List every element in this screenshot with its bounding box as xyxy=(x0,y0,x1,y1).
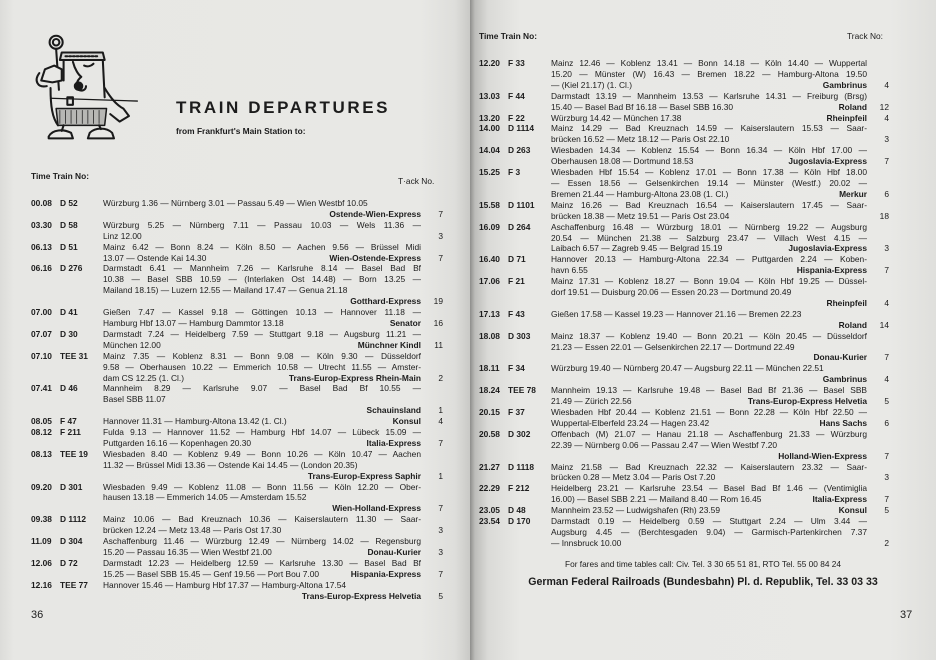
departure-time: 23.54 xyxy=(479,516,500,527)
track-number: 3 xyxy=(884,472,889,483)
departure-row xyxy=(31,383,443,416)
route-stops xyxy=(551,167,867,200)
departure-time: 18.24 xyxy=(479,385,500,396)
route-line: Darmstadt 7.24 — Heidelberg 7.59 — Stuttgart 9.18 — Augsburg 11.21 — xyxy=(103,328,421,339)
departure-time: 16.40 xyxy=(479,254,500,265)
departure-time: 07.10 xyxy=(31,350,52,361)
route-line: dam CS 12.25 (1. Cl.) xyxy=(103,372,184,383)
route-stops xyxy=(551,309,867,331)
train-number: F 37 xyxy=(508,407,525,417)
route-line: 15.20 — Münster (W) 16.43 — Bremen 18.22 — Hamburg-Altona 19.50 xyxy=(551,68,867,79)
page-number: 36 xyxy=(31,609,44,621)
route-line: Darmstadt 0.19 — Heidelberg 0.59 — Stuttgart 2.24 — Ulm 3.44 — xyxy=(551,516,867,527)
departure-row xyxy=(479,254,889,276)
column-header-time-train: Time Train No: xyxy=(31,171,90,181)
departure-time: 00.08 xyxy=(31,198,52,208)
track-number: 4 xyxy=(884,374,889,385)
train-name: Trans-Europ-Express Helvetia xyxy=(747,396,867,407)
train-name: Gambrinus xyxy=(822,374,867,385)
departure-time: 09.20 xyxy=(31,481,52,492)
route-stops xyxy=(551,385,867,407)
track-number: 7 xyxy=(884,352,889,363)
route-line: — (Kiel 21.17) (1. Cl.) xyxy=(551,79,632,90)
route-line: Hannover 11.31 — Hamburg-Altona 13.42 (1. Cl.) xyxy=(103,416,287,427)
route-stops xyxy=(103,263,421,307)
train-number: TEE 19 xyxy=(60,448,88,459)
route-line: Gießen 17.58 — Kassel 19.23 — Hannover 21.16 — Bremen 22.23 xyxy=(551,308,802,319)
train-number: D 302 xyxy=(508,428,531,439)
train-name: Konsul xyxy=(838,505,867,516)
track-number: 4 xyxy=(884,112,889,123)
departure-row xyxy=(479,505,889,516)
track-number: 7 xyxy=(884,265,889,276)
train-name: Donau-Kurier xyxy=(813,352,867,363)
train-name: Roland xyxy=(838,319,867,330)
departure-row xyxy=(479,91,889,113)
departure-row xyxy=(479,58,889,91)
route-line: Wuppertal-Elberfeld 23.24 — Hagen 23.42 xyxy=(551,417,710,428)
route-stops xyxy=(551,200,867,222)
route-line: Mannheim 8.29 — Karlsruhe 9.07 — Basel Bad Bf 10.55 — xyxy=(103,383,421,394)
route-stops xyxy=(103,242,421,264)
departure-time: 13.20 xyxy=(479,112,500,123)
route-line: Mailand 18.15) — Luzern 12.55 — Mailand 17.47 — Genua 21.18 xyxy=(103,285,348,296)
route-line: Mainz 17.31 — Koblenz 18.27 — Bonn 19.04 — Köln Hbf 19.25 — Düssel- xyxy=(551,276,867,287)
route-stops xyxy=(551,123,867,145)
departure-row xyxy=(479,407,889,429)
train-number: D 46 xyxy=(60,383,78,394)
route-line: hausen 13.18 — Emmerich 14.05 — Amsterdam 15.52 xyxy=(103,492,307,503)
departure-row xyxy=(31,198,443,220)
departure-row xyxy=(31,449,443,482)
track-number: 18 xyxy=(879,210,889,221)
route-stops xyxy=(551,222,867,255)
route-line: Wiesbaden 8.40 — Koblenz 9.49 — Bonn 10.26 — Köln 10.47 — Aachen xyxy=(103,448,421,459)
departures-list-right xyxy=(479,58,889,549)
departure-time: 08.12 xyxy=(31,427,52,438)
route-line: Darmstadt 12.23 — Heidelberg 12.59 — Karlsruhe 13.30 — Basel Bad Bf xyxy=(103,557,421,568)
track-number: 7 xyxy=(438,503,443,514)
departure-time: 07.41 xyxy=(31,383,52,394)
train-name: Roland xyxy=(838,101,867,112)
departure-row xyxy=(479,167,889,200)
route-line: Puttgarden 16.16 — Kopenhagen 20.30 xyxy=(103,437,252,448)
route-line: Wiesbaden Hbf 15.54 — Koblenz 17.01 — Bonn 17.38 — Köln Hbf 18.00 xyxy=(551,167,867,178)
page-subtitle: from Frankfurt's Main Station to: xyxy=(176,126,306,136)
route-line: Mainz 7.35 — Koblenz 8.31 — Bonn 9.08 — Köln 9.30 — Düsseldorf xyxy=(103,350,421,361)
train-number: D 52 xyxy=(60,198,78,208)
departure-time: 08.13 xyxy=(31,448,52,459)
departure-time: 18.11 xyxy=(479,363,500,374)
route-line: 21.23 — Essen 22.01 — Gelsenkirchen 22.17 — Dortmund 22.49 xyxy=(551,341,795,352)
departure-time: 17.06 xyxy=(479,276,500,287)
route-line: Würzburg 14.42 — München 17.38 xyxy=(551,112,682,123)
train-number: D 72 xyxy=(60,557,78,568)
train-name: Italia-Express xyxy=(366,437,421,448)
train-name: Trans-Europ-Express Rhein-Main xyxy=(288,372,421,383)
train-number: F 44 xyxy=(508,90,525,101)
track-number: 6 xyxy=(884,417,889,428)
track-number: 7 xyxy=(884,494,889,505)
train-name: Donau-Kurier xyxy=(367,547,421,557)
route-line: 21.49 — Zürich 22.56 xyxy=(551,396,632,407)
route-line: brücken 0.28 — Metz 3.04 — Paris Ost 7.20 xyxy=(551,472,716,483)
route-line: Augsburg 4.45 — (Berchtesgaden 9.04) — Garmisch-Partenkirchen 7.37 xyxy=(551,526,867,537)
route-line: — Innsbruck 10.00 xyxy=(551,537,622,548)
track-number: 4 xyxy=(438,416,443,427)
train-number: F 3 xyxy=(508,167,521,178)
route-line: Wiesbaden 14.34 — Koblenz 15.54 — Bonn 16.34 — Köln Hbf 17.00 — xyxy=(551,145,867,156)
departure-row xyxy=(31,558,443,580)
track-number: 19 xyxy=(433,296,443,307)
train-number: F 33 xyxy=(508,58,525,68)
route-stops xyxy=(551,429,867,462)
train-number: D 41 xyxy=(60,307,78,318)
track-number: 16 xyxy=(433,317,443,328)
departure-time: 20.15 xyxy=(479,407,500,417)
departure-row xyxy=(479,309,889,331)
train-number: D 48 xyxy=(508,505,526,516)
route-line: 9.58 — Oberhausen 10.22 — Emmerich 10.58 — Utrecht 11.55 — Amster- xyxy=(103,361,421,372)
column-header-track: T·ack No. xyxy=(398,176,435,186)
route-line: München 12.00 xyxy=(103,339,161,350)
train-name: Trans-Europ-Express Saphir xyxy=(307,470,421,481)
departure-time: 12.20 xyxy=(479,58,500,68)
route-line: Mainz 18.37 — Koblenz 19.40 — Bonn 20.21 — Köln 20.45 — Düsseldorf xyxy=(551,330,867,341)
train-number: D 276 xyxy=(60,263,83,274)
departure-time: 18.08 xyxy=(479,330,500,341)
train-number: D 264 xyxy=(508,221,531,232)
train-number: D 1112 xyxy=(60,514,87,525)
conductor-mascot-illustration xyxy=(30,30,142,146)
train-number: F 21 xyxy=(508,276,525,287)
train-name: Trans-Europ-Express Helvetia xyxy=(301,590,421,601)
departure-time: 07.00 xyxy=(31,307,52,318)
track-number: 7 xyxy=(438,208,443,219)
departure-row xyxy=(31,307,443,329)
route-stops xyxy=(103,198,421,220)
route-stops xyxy=(103,580,421,602)
route-line: Mannheim 23.52 — Ludwigshafen (Rh) 23.59 xyxy=(551,505,720,516)
route-line: brücken 18.38 — Metz 19.51 — Paris Ost 23.04 xyxy=(551,210,730,221)
track-number: 7 xyxy=(438,437,443,448)
train-number: TEE 31 xyxy=(60,350,88,361)
train-name: Jugoslavia-Express xyxy=(788,156,867,167)
track-number: 3 xyxy=(884,243,889,254)
route-line: Hamburg Hbf 13.07 — Hamburg Dammtor 13.18 xyxy=(103,317,284,328)
track-number: 7 xyxy=(884,450,889,461)
route-line: 16.00) — Basel SBB 2.21 — Mailand 8.40 — Rom 16.45 xyxy=(551,494,762,505)
route-stops xyxy=(551,276,867,309)
train-number: F 211 xyxy=(60,427,81,438)
departure-time: 14.00 xyxy=(479,123,500,134)
train-name: Hispania-Express xyxy=(350,568,421,579)
departure-time: 13.03 xyxy=(479,90,500,101)
route-stops xyxy=(103,482,421,515)
departure-row xyxy=(31,263,443,307)
train-number: D 301 xyxy=(60,481,83,492)
track-number: 3 xyxy=(438,547,443,557)
train-name: Hans Sachs xyxy=(819,417,867,428)
track-number: 2 xyxy=(438,372,443,383)
train-name: Jugoslavia-Express xyxy=(788,243,867,254)
departure-time: 12.16 xyxy=(31,579,52,590)
route-line: 10.38 — Basel SBB 10.59 — (Interlaken Ost 14.48) — Born 13.25 — xyxy=(103,274,421,285)
route-line: brücken 12.24 — Metz 13.48 — Paris Ost 17.30 xyxy=(103,525,282,536)
track-number: 1 xyxy=(438,470,443,481)
train-number: D 1101 xyxy=(508,199,535,210)
route-line: 15.40 — Basel Bad Bf 16.18 — Basel SBB 16.30 xyxy=(551,101,734,112)
route-line: Heidelberg 23.21 — Karlsruhe 23.54 — Basel Bad Bf 1.46 — (Ventimiglia xyxy=(551,483,867,494)
route-line: 22.39 — Nürnberg 0.06 — Passau 2.47 — Wien Westbf 7.20 xyxy=(551,439,778,450)
departure-row xyxy=(479,222,889,255)
train-name: Holland-Wien-Express xyxy=(778,450,867,461)
route-line: Würzburg 19.40 — Nürnberg 20.47 — Augsburg 22.11 — München 22.51 xyxy=(551,363,824,374)
route-line: Aschaffenburg 11.46 — Würzburg 12.49 — Nürnberg 14.02 — Regensburg xyxy=(103,536,421,547)
departure-time: 16.09 xyxy=(479,221,500,232)
departure-row xyxy=(479,113,889,124)
route-line: Mainz 6.42 — Bonn 8.24 — Köln 8.50 — Aachen 9.56 — Brüssel Midi xyxy=(103,241,421,252)
train-name: Rheinpfeil xyxy=(826,297,867,308)
track-number: 4 xyxy=(884,297,889,308)
train-number: D 1118 xyxy=(508,461,535,472)
track-number: 6 xyxy=(884,188,889,199)
train-name: Schauinsland xyxy=(366,405,421,416)
route-line: Aschaffenburg 16.48 — Würzburg 18.01 — Nürnberg 19.22 — Augsburg xyxy=(551,221,867,232)
route-stops xyxy=(551,145,867,167)
train-name: Merkur xyxy=(839,188,867,199)
route-line: brücken 16.52 — Metz 18.12 — Paris Ost 22.10 xyxy=(551,134,730,145)
route-line: Gießen 7.47 — Kassel 9.18 — Göttingen 10.13 — Hannover 11.18 — xyxy=(103,307,421,318)
departure-time: 03.30 xyxy=(31,219,52,230)
route-line: Wiesbaden 9.49 — Koblenz 11.08 — Bonn 11.56 — Köln 12.20 — Ober- xyxy=(103,481,421,492)
route-stops xyxy=(551,505,867,516)
train-number: D 303 xyxy=(508,330,531,341)
track-number: 4 xyxy=(884,79,889,90)
track-number: 12 xyxy=(879,101,889,112)
route-stops xyxy=(103,427,421,449)
route-line: Linz 12.00 xyxy=(103,230,142,241)
route-stops xyxy=(551,407,867,429)
train-number: D 263 xyxy=(508,145,531,156)
route-stops xyxy=(103,449,421,482)
route-stops xyxy=(551,91,867,113)
route-line: 15.20 — Passau 16.35 — Wien Westbf 21.00 xyxy=(103,547,272,557)
departure-time: 22.29 xyxy=(479,483,500,494)
route-stops xyxy=(551,363,867,385)
route-line: Laibach 6.57 — Zagreb 9.45 — Belgrad 15.19 xyxy=(551,243,723,254)
route-line: havn 6.55 xyxy=(551,265,588,276)
track-number: 5 xyxy=(884,505,889,516)
departure-time: 20.58 xyxy=(479,428,500,439)
departure-time: 12.06 xyxy=(31,557,52,568)
departure-row xyxy=(31,580,443,602)
departure-row xyxy=(31,220,443,242)
train-number: D 304 xyxy=(60,536,83,547)
train-name: Ostende-Wien-Express xyxy=(329,208,421,219)
train-number: D 51 xyxy=(60,241,78,252)
route-line: Offenbach (M) 21.07 — Hanau 21.18 — Aschaffenburg 21.33 — Würzburg xyxy=(551,428,867,439)
page-number: 37 xyxy=(900,609,913,621)
route-line: Darmstadt 13.19 — Mannheim 13.53 — Karlsruhe 14.31 — Freiburg (Brsg) xyxy=(551,90,867,101)
departure-row xyxy=(31,351,443,384)
route-stops xyxy=(551,462,867,484)
departures-list-left xyxy=(31,198,443,602)
departure-row xyxy=(31,514,443,536)
train-name: Gambrinus xyxy=(822,79,867,90)
track-number: 5 xyxy=(438,590,443,601)
route-line: 13.07 — Ostende Kai 14.30 xyxy=(103,252,207,263)
route-line: Fulda 9.13 — Hannover 11.52 — Hamburg Hbf 14.07 — Lübeck 15.09 — xyxy=(103,427,421,438)
route-line: Würzburg 5.25 — Nürnberg 7.11 — Passau 10.03 — Wels 11.36 — xyxy=(103,219,421,230)
column-header-time-train: Time Train No: xyxy=(479,31,538,41)
track-number: 1 xyxy=(438,405,443,416)
departure-time: 15.58 xyxy=(479,199,500,210)
train-number: D 30 xyxy=(60,328,78,339)
route-stops xyxy=(551,58,867,91)
departure-row xyxy=(31,329,443,351)
train-name: Münchner Kindl xyxy=(357,339,421,350)
route-stops xyxy=(551,483,867,505)
departure-time: 09.38 xyxy=(31,514,52,525)
route-line: Bremen 21.44 — Hamburg-Altona 23.08 (1. Cl.) xyxy=(551,188,729,199)
route-line: 20.54 — München 21.38 — Salzburg 23.47 — Villach West 4.15 — xyxy=(551,232,867,243)
departure-time: 06.13 xyxy=(31,241,52,252)
page-title: TRAIN DEPARTURES xyxy=(176,98,391,117)
departure-time: 15.25 xyxy=(479,167,500,178)
route-line: — Essen 18.56 — Gelsenkirchen 19.14 — Münster (Westf.) 20.02 — xyxy=(551,177,867,188)
train-number: F 47 xyxy=(60,416,77,427)
train-name: Konsul xyxy=(392,416,421,427)
route-stops xyxy=(103,558,421,580)
route-stops xyxy=(103,383,421,416)
route-line: Mainz 14.29 — Bad Kreuznach 14.59 — Kaiserslautern 15.53 — Saar- xyxy=(551,123,867,134)
departure-time: 11.09 xyxy=(31,536,52,547)
route-line: 11.32 — Brüssel Midi 13.36 — Ostende Kai 14.45 — (London 20.35) xyxy=(103,459,358,470)
train-number: TEE 77 xyxy=(60,579,88,590)
departure-row xyxy=(31,242,443,264)
departure-time: 17.13 xyxy=(479,308,500,319)
route-stops xyxy=(103,514,421,536)
route-stops xyxy=(551,113,867,124)
departure-row xyxy=(31,536,443,558)
departure-row xyxy=(479,516,889,549)
train-name: Wien-Ostende-Express xyxy=(329,252,421,263)
route-line: Mainz 21.58 — Bad Kreuznach 22.32 — Kaiserslautern 23.32 — Saar- xyxy=(551,461,867,472)
train-number: D 58 xyxy=(60,219,78,230)
train-number: D 170 xyxy=(508,516,531,527)
departure-row xyxy=(479,462,889,484)
departure-row xyxy=(479,276,889,309)
departure-row xyxy=(479,331,889,364)
departure-row xyxy=(31,482,443,515)
route-stops xyxy=(551,254,867,276)
track-number: 14 xyxy=(879,319,889,330)
route-stops xyxy=(551,516,867,549)
departure-row xyxy=(479,145,889,167)
train-number: TEE 78 xyxy=(508,385,536,396)
departure-row xyxy=(479,385,889,407)
track-number: 3 xyxy=(438,230,443,241)
train-number: F 22 xyxy=(508,112,525,123)
route-line: dorf 19.51 — Duisburg 20.06 — Essen 20.23 — Dortmund 20.49 xyxy=(551,287,792,298)
departure-time: 08.05 xyxy=(31,416,52,427)
route-line: Hannover 20.13 — Hamburg-Altona 22.34 — Puttgarden 2.24 — Koben- xyxy=(551,254,867,265)
departure-row xyxy=(31,416,443,427)
departure-time: 07.07 xyxy=(31,328,52,339)
track-number: 11 xyxy=(434,339,443,350)
route-line: Mainz 12.46 — Koblenz 13.41 — Bonn 14.18 — Köln 14.40 — Wuppertal xyxy=(551,58,867,68)
train-number: F 212 xyxy=(508,483,530,494)
route-stops xyxy=(103,536,421,558)
departure-row xyxy=(479,363,889,385)
route-line: Oberhausen 18.08 — Dortmund 18.53 xyxy=(551,156,694,167)
route-line: Darmstadt 6.41 — Mannheim 7.26 — Karlsruhe 8.14 — Basel Bad Bf xyxy=(103,263,421,274)
departure-row xyxy=(479,123,889,145)
route-stops xyxy=(103,307,421,329)
departure-row xyxy=(479,429,889,462)
departure-row xyxy=(31,427,443,449)
route-line: Hannover 15.46 — Hamburg Hbf 17.37 — Hamburg-Altona 17.54 xyxy=(103,579,347,590)
track-number: 2 xyxy=(884,537,889,548)
departure-time: 23.05 xyxy=(479,505,500,516)
right-page xyxy=(470,0,936,660)
track-number: 5 xyxy=(884,396,889,407)
route-stops xyxy=(103,416,421,427)
route-line: Mainz 10.06 — Bad Kreuznach 10.36 — Kaiserslautern 11.30 — Saar- xyxy=(103,514,421,525)
train-name: Senator xyxy=(389,317,421,328)
departure-time: 06.16 xyxy=(31,263,52,274)
route-line: Würzburg 1.36 — Nürnberg 3.01 — Passau 5.49 — Wien Westbf 10.05 xyxy=(103,198,368,208)
departure-row xyxy=(479,200,889,222)
route-line: Mainz 16.26 — Bad Kreuznach 16.54 — Kaiserslautern 17.45 — Saar- xyxy=(551,199,867,210)
track-number: 7 xyxy=(438,252,443,263)
route-line: Basel SBB 11.07 xyxy=(103,394,166,405)
train-number: D 71 xyxy=(508,254,526,265)
departure-time: 21.27 xyxy=(479,461,500,472)
train-name: Gotthard-Express xyxy=(350,296,421,307)
route-stops xyxy=(103,220,421,242)
departure-row xyxy=(479,483,889,505)
route-stops xyxy=(103,329,421,351)
train-number: F 34 xyxy=(508,363,525,374)
train-name: Hispania-Express xyxy=(796,265,867,276)
train-name: Italia-Express xyxy=(812,494,867,505)
route-line: Mannheim 19.13 — Karlsruhe 19.48 — Basel Bad Bf 21.36 — Basel SBB xyxy=(551,385,867,396)
departure-time: 14.04 xyxy=(479,145,500,156)
train-number: F 43 xyxy=(508,308,525,319)
track-number: 7 xyxy=(884,156,889,167)
route-stops xyxy=(103,351,421,384)
track-number: 7 xyxy=(438,568,443,579)
route-stops xyxy=(551,331,867,364)
train-number: D 1114 xyxy=(508,123,535,134)
route-line: Wiesbaden Hbf 20.44 — Koblenz 21.51 — Bonn 22.28 — Köln Hbf 22.50 — xyxy=(551,407,867,417)
track-number: 3 xyxy=(884,134,889,145)
train-name: Rheinpfeil xyxy=(826,112,867,123)
train-name: Wien-Holland-Express xyxy=(332,503,421,514)
railroad-contact-line: German Federal Railroads (Bundesbahn) Pl. d. Republik, Tel. 33 03 33 xyxy=(528,576,878,588)
route-line: 15.25 — Basel SBB 15.45 — Genf 19.56 — Port Bou 7.00 xyxy=(103,568,320,579)
fares-info-note: For fares and time tables call: Civ. Tel. 3 30 65 51 81, RTO Tel. 55 00 84 24 xyxy=(565,559,841,569)
track-number: 3 xyxy=(438,525,443,536)
column-header-track: Track No: xyxy=(847,31,883,41)
